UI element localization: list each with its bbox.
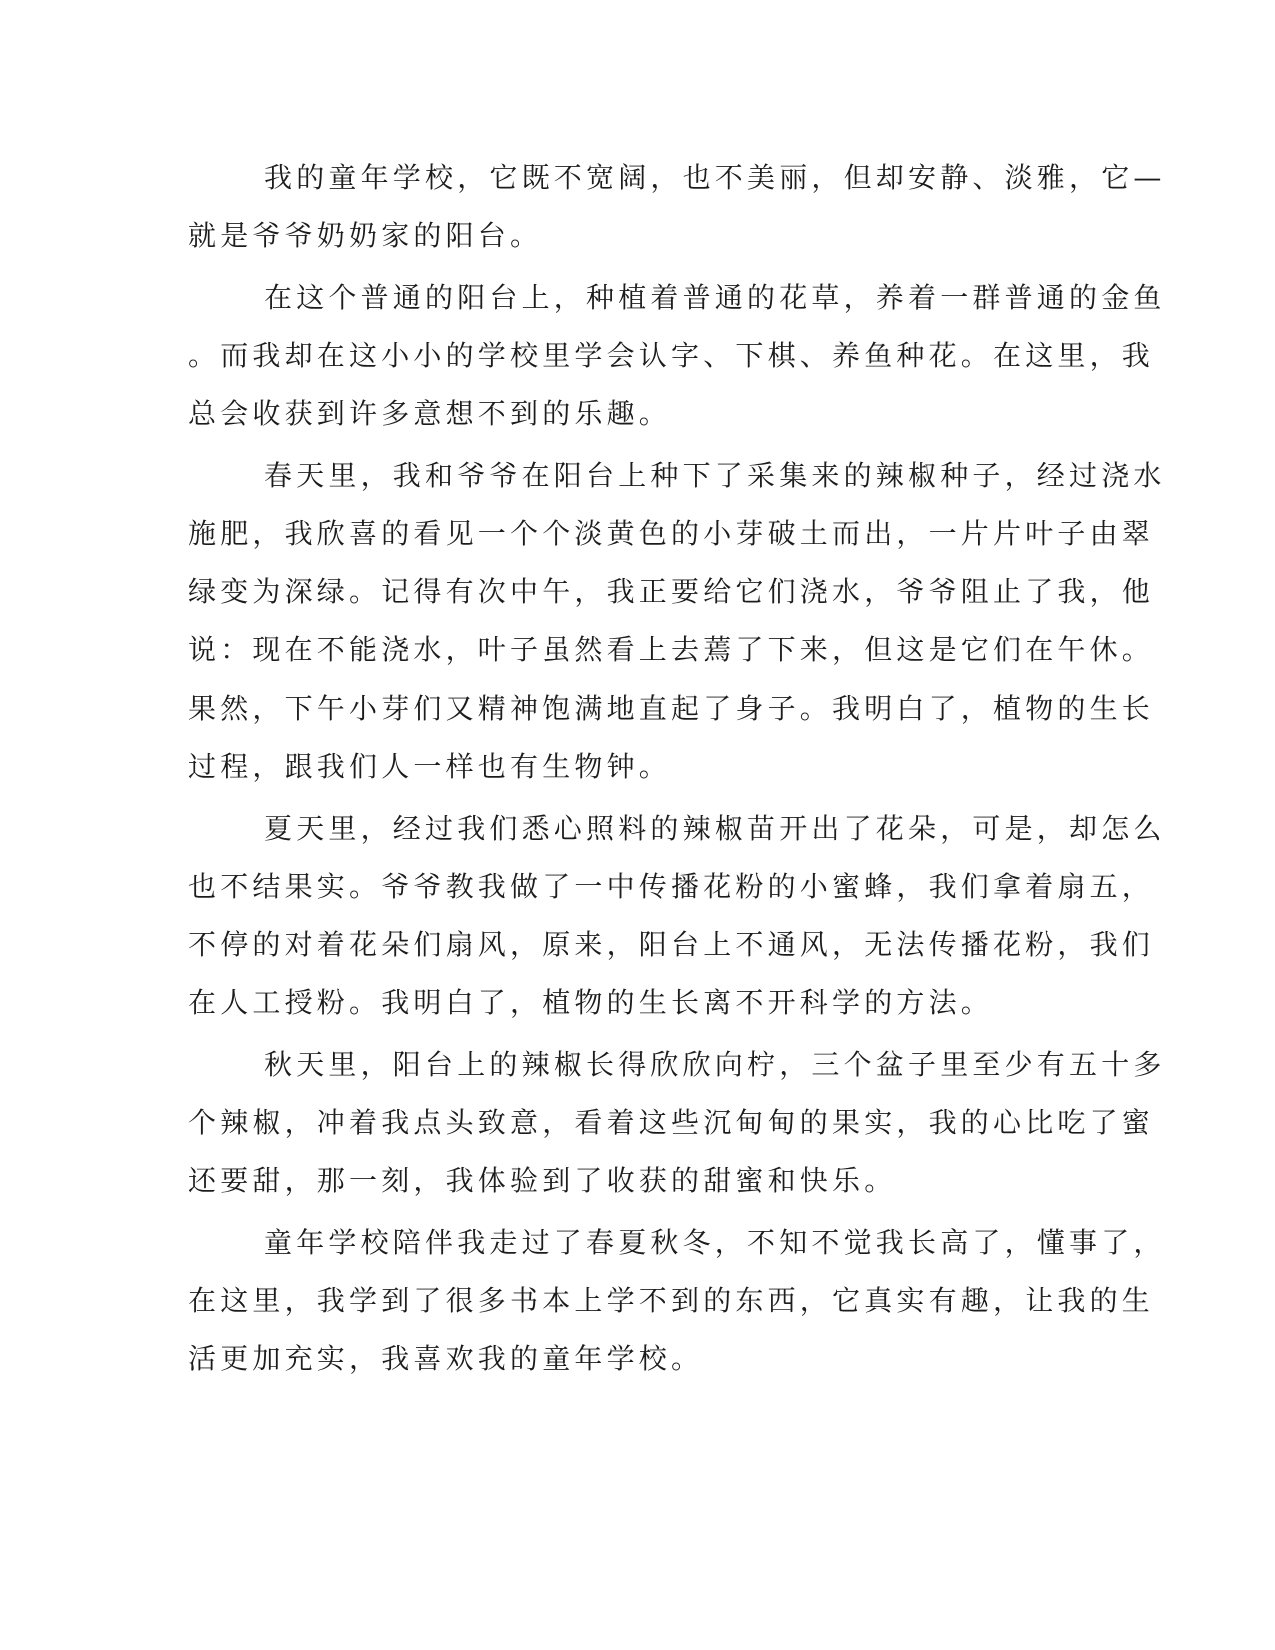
paragraph-2-line-2: 。而我却在这小小的学校里学会认字、下棋、养鱼种花。在这里，我 [188,339,1155,372]
paragraph-5-line-1: 秋天里，阳台上的辣椒长得欣欣向柠，三个盆子里至少有五十多 [264,1048,1166,1081]
paragraph-5-line-3: 还要甜，那一刻，我体验到了收获的甜蜜和快乐。 [188,1164,897,1197]
paragraph-2-line-3: 总会收获到许多意想不到的乐趣。 [188,397,672,430]
paragraph-3-line-3: 绿变为深绿。记得有次中午，我正要给它们浇水，爷爷阻止了我，他 [188,575,1155,608]
paragraph-1-line-1: 我的童年学校，它既不宽阔，也不美丽，但却安静、淡雅，它— [264,161,1166,194]
paragraph-6-line-2: 在这里，我学到了很多书本上学不到的东西，它真实有趣，让我的生 [188,1284,1155,1317]
paragraph-3-line-1: 春天里，我和爷爷在阳台上种下了采集来的辣椒种子，经过浇水 [264,459,1166,492]
paragraph-6-line-3: 活更加充实，我喜欢我的童年学校。 [188,1342,704,1375]
paragraph-3-line-4: 说：现在不能浇水，叶子虽然看上去蔫了下来，但这是它们在午休。 [188,633,1155,666]
paragraph-2-line-1: 在这个普通的阳台上，种植着普通的花草，养着一群普通的金鱼 [264,281,1166,314]
paragraph-3-line-5: 果然，下午小芽们又精神饱满地直起了身子。我明白了，植物的生长 [188,692,1155,725]
paragraph-6-line-1: 童年学校陪伴我走过了春夏秋冬，不知不觉我长高了，懂事了， [264,1226,1166,1259]
paragraph-4-line-2: 也不结果实。爷爷教我做了一中传播花粉的小蜜蜂，我们拿着扇五， [188,870,1155,903]
paragraph-5-line-2: 个辣椒，冲着我点头致意，看着这些沉甸甸的果实，我的心比吃了蜜 [188,1106,1155,1139]
paragraph-4-line-4: 在人工授粉。我明白了，植物的生长离不开科学的方法。 [188,986,994,1019]
paragraph-1-line-2: 就是爷爷奶奶家的阳台。 [188,219,543,252]
paragraph-3-line-2: 施肥，我欣喜的看见一个个淡黄色的小芽破土而出，一片片叶子由翠 [188,517,1155,550]
paragraph-4-line-1: 夏天里，经过我们悉心照料的辣椒苗开出了花朵，可是，却怎么 [264,812,1166,845]
paragraph-3-line-6: 过程，跟我们人一样也有生物钟。 [188,750,672,783]
paragraph-4-line-3: 不停的对着花朵们扇风，原来，阳台上不通风，无法传播花粉，我们 [188,928,1155,961]
